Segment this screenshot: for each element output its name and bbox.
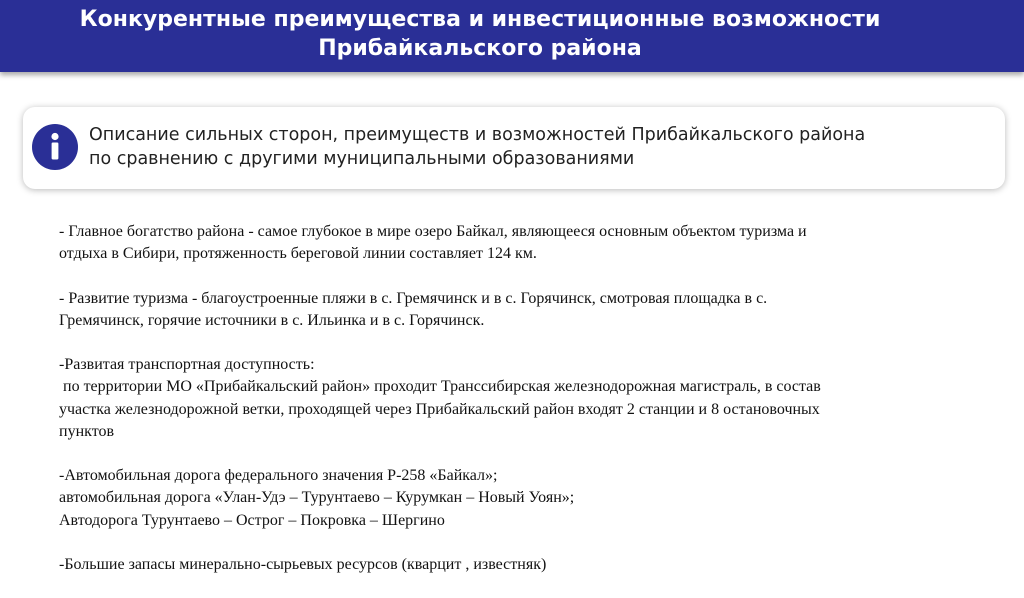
paragraph-line: Автодорога Турунтаево – Острог – Покровка – Шергино: [59, 511, 445, 529]
paragraph-tourism: [59, 288, 959, 332]
paragraph-line: - Главное богатство района - самое глубокое в мире озеро Байкал, являющееся основным объектом туризма и: [59, 223, 807, 240]
info-card-text: [89, 123, 989, 171]
paragraph-baikal: [59, 221, 959, 265]
paragraph-line: пунктов: [59, 422, 115, 440]
paragraph-line: -Автомобильная дорога федерального значения Р-258 «Байкал»;: [59, 467, 498, 485]
paragraph-line: по территории МО «Прибайкальский район» проходит Транссибирская железнодорожная магистраль, в состав: [59, 378, 821, 396]
paragraph-resources: [59, 554, 959, 576]
paragraph-line: - Развитие туризма - благоустроенные пляжи в с. Гремячинск и в с. Горячинск, смотровая площадка в с.: [59, 289, 768, 307]
page-title-line-2: Прибайкальского района: [318, 36, 642, 61]
info-card: [23, 107, 1005, 189]
paragraph-line: участка железнодорожной ветки, проходящей через Прибайкальский район входят 2 станции и 8 остановочных: [59, 400, 820, 418]
paragraph-line: -Большие запасы минерально-сырьевых ресурсов (кварцит , известняк): [59, 555, 547, 573]
content-body: [59, 221, 959, 598]
paragraph-line: -Развитая транспортная доступность:: [59, 356, 315, 374]
info-card-text-line-1: Описание сильных сторон, преимуществ и возможностей Прибайкальского района: [89, 125, 866, 145]
header-bar: [0, 0, 1024, 72]
page-title: [0, 5, 960, 63]
paragraph-line: отдыха в Сибири, протяженность береговой линии составляет 124 км.: [59, 245, 537, 263]
page-title-line-1: Конкурентные преимущества и инвестиционные возможности: [79, 7, 881, 32]
paragraph-line: автомобильная дорога «Улан-Удэ – Турунтаево – Курумкан – Новый Уоян»;: [59, 489, 575, 507]
info-icon: [32, 124, 78, 170]
info-card-text-line-2: по сравнению с другими муниципальными образованиями: [89, 149, 635, 169]
paragraph-roads: [59, 465, 959, 532]
paragraph-transport: [59, 354, 959, 443]
paragraph-line: Гремячинск, горячие источники в с. Ильинка и в с. Горячинск.: [59, 311, 485, 329]
